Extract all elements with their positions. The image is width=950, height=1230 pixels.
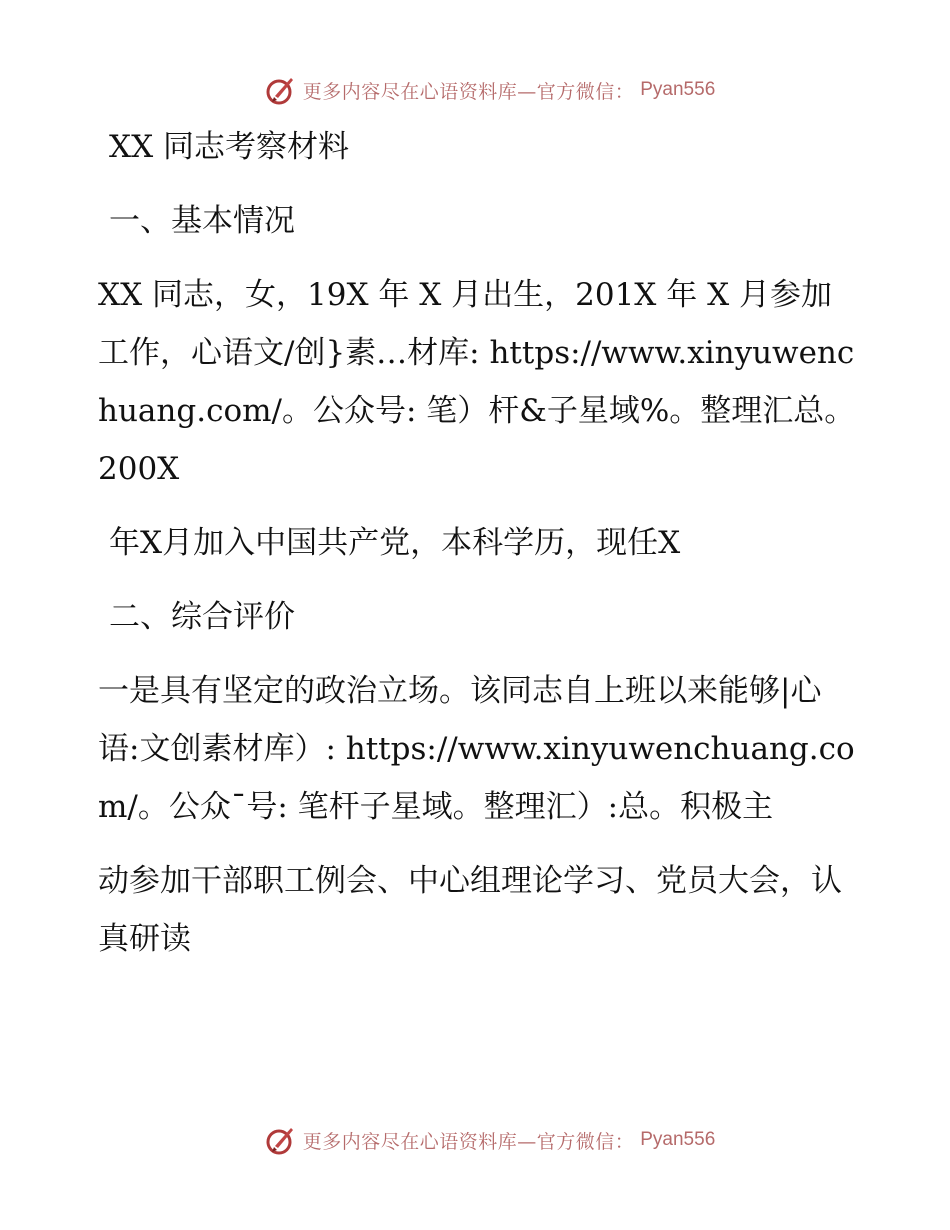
section-heading-evaluation: 二、综合评价 (109, 599, 295, 635)
paragraph-party-membership: 年X月加入中国共产党，本科学历，现任X (109, 525, 681, 561)
paragraph-basic-info: XX 同志，女，19X 年 X 月出生，201X 年 X 月参加工作，心语文/创}素…材库: https://www.xinyuwenchuang.com/。公众号: 笔）杆&子星域%。整理汇总。200X (98, 277, 856, 487)
quill-logo-icon (265, 1124, 297, 1156)
section-heading-basic-info: 一、基本情况 (109, 203, 295, 239)
banner-text: 更多内容尽在心语资料库—官方微信： (302, 80, 635, 103)
footer-banner (0, 1120, 950, 1160)
paragraph-political-stance: 一是具有坚定的政治立场。该同志自上班以来能够|心语:文创素材库）: https://www.xinyuwenchuang.com/。公众¯号: 笔杆子星域。整理汇）:总。积极主 (98, 673, 855, 825)
document-body (98, 118, 858, 984)
banner-wechat-handle: Pyan556 (640, 1129, 716, 1150)
banner-wechat-handle: Pyan556 (640, 79, 716, 100)
header-banner (0, 70, 950, 110)
paragraph-study-activities: 动参加干部职工例会、中心组理论学习、党员大会，认真研读 (98, 863, 842, 957)
quill-logo-icon (265, 74, 297, 106)
banner-text: 更多内容尽在心语资料库—官方微信： (302, 1130, 635, 1153)
document-title: XX 同志考察材料 (109, 129, 349, 165)
